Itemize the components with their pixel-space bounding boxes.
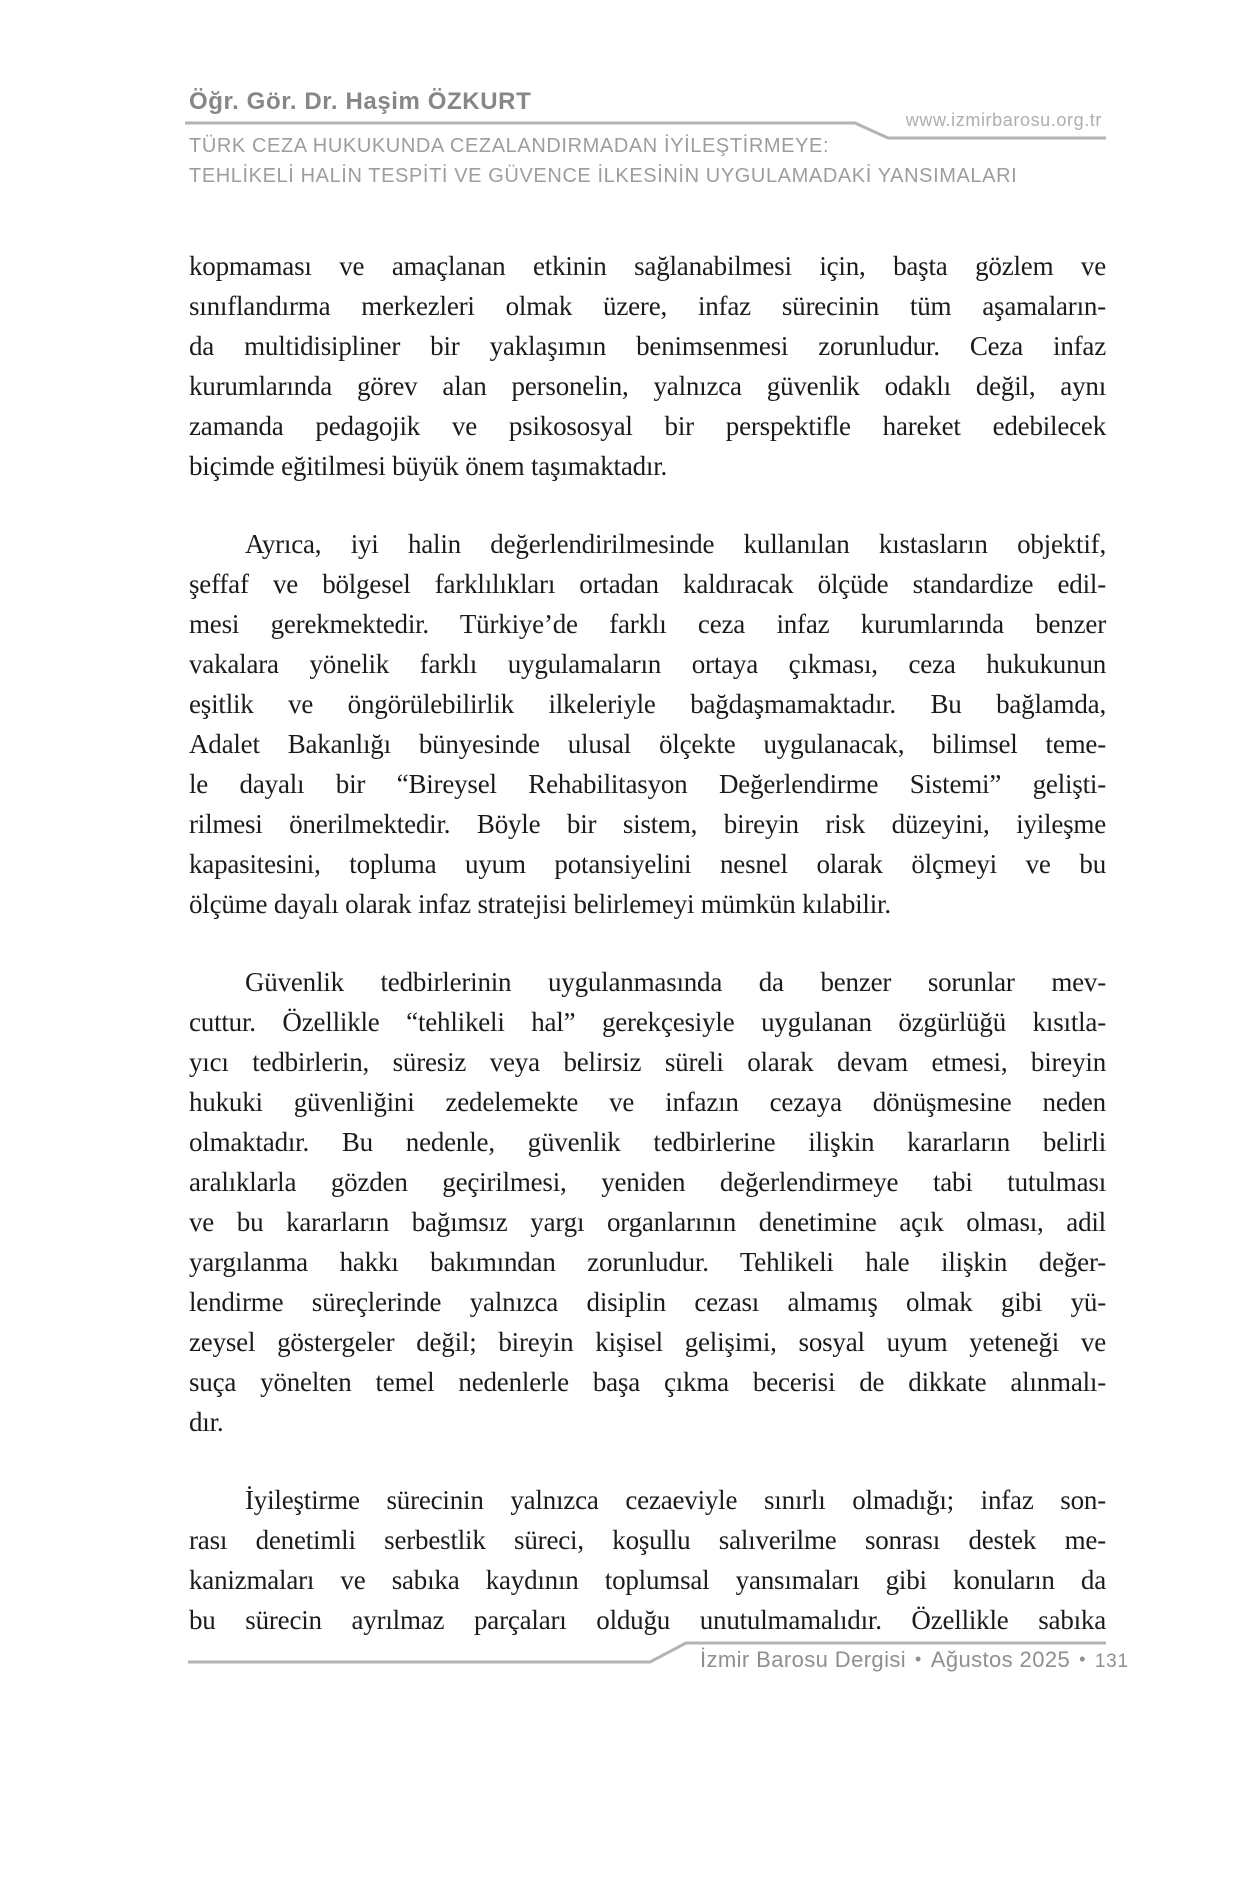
paragraph bbox=[189, 524, 1106, 924]
journal-website-text: www.izmirbarosu.org.tr bbox=[905, 110, 1102, 130]
text-line: sınıflandırma merkezleri olmak üzere, infaz sürecinin tüm aşamaların- bbox=[189, 291, 1106, 321]
text-line: hukuki güvenliğini zedelemekte ve infazın cezaya dönüşmesine neden bbox=[189, 1087, 1106, 1117]
text-line: yıcı tedbirlerin, süresiz veya belirsiz süreli olarak devam etmesi, bireyin bbox=[189, 1047, 1106, 1077]
footer-bullet-icon: • bbox=[915, 1649, 922, 1669]
text-line: da multidisipliner bir yaklaşımın benimsenmesi zorunludur. Ceza infaz bbox=[189, 331, 1106, 361]
text-line: lendirme süreçlerinde yalnızca disiplin cezası almamış olmak gibi yü- bbox=[189, 1287, 1106, 1317]
text-line: rası denetimli serbestlik süreci, koşullu salıverilme sonrası destek me- bbox=[189, 1525, 1106, 1555]
article-body bbox=[189, 246, 1106, 1640]
text-line: vakalara yönelik farklı uygulamaların ortaya çıkması, ceza hukukunun bbox=[189, 649, 1106, 679]
text-line: kopmaması ve amaçlanan etkinin sağlanabilmesi için, başta gözlem ve bbox=[189, 251, 1106, 281]
text-line: Ayrıca, iyi halin değerlendirilmesinde kullanılan kıstasların objektif, bbox=[245, 529, 1106, 559]
text-line: olmaktadır. Bu nedenle, güvenlik tedbirlerine ilişkin kararların belirli bbox=[189, 1127, 1106, 1157]
text-line: suça yönelten temel nedenlerle başa çıkma becerisi de dikkate alınmalı- bbox=[189, 1367, 1106, 1397]
text-line: ölçüme dayalı olarak infaz stratejisi belirlemeyi mümkün kılabilir. bbox=[189, 889, 891, 919]
article-title-line1: TÜRK CEZA HUKUKUNDA CEZALANDIRMADAN İYİLEŞTİRMEYE: bbox=[189, 135, 830, 157]
paragraph bbox=[189, 962, 1106, 1442]
text-line: eşitlik ve öngörülebilirlik ilkeleriyle bağdaşmamaktadır. Bu bağlamda, bbox=[189, 689, 1106, 719]
footer-journal-name: İzmir Barosu Dergisi bbox=[700, 1647, 907, 1672]
paragraph bbox=[189, 1480, 1106, 1640]
text-line: aralıklarla gözden geçirilmesi, yeniden değerlendirmeye tabi tutulması bbox=[189, 1167, 1106, 1197]
text-line: le dayalı bir “Bireysel Rehabilitasyon Değerlendirme Sistemi” gelişti- bbox=[189, 769, 1106, 799]
footer-page-number: 131 bbox=[1094, 1651, 1129, 1672]
text-line: yargılanma hakkı bakımından zorunludur. Tehlikeli hale ilişkin değer- bbox=[189, 1247, 1106, 1277]
footer-issue-date: Ağustos 2025 bbox=[930, 1647, 1071, 1672]
text-line: zamanda pedagojik ve psikososyal bir perspektifle hareket edebilecek bbox=[189, 411, 1106, 441]
footer-bullet-icon: • bbox=[1079, 1649, 1086, 1669]
footer bbox=[700, 1647, 1129, 1673]
article-title-line2: TEHLİKELİ HALİN TESPİTİ VE GÜVENCE İLKESİNİN UYGULAMADAKİ YANSIMALARI bbox=[189, 165, 1018, 187]
text-line: Güvenlik tedbirlerinin uygulanmasında da benzer sorunlar mev- bbox=[245, 967, 1106, 997]
text-line: kurumlarında görev alan personelin, yalnızca güvenlik odaklı değil, aynı bbox=[189, 371, 1106, 401]
text-line: ve bu kararların bağımsız yargı organlarının denetimine açık olması, adil bbox=[189, 1207, 1106, 1237]
article-title bbox=[189, 131, 1017, 191]
text-line: şeffaf ve bölgesel farklılıkları ortadan kaldıracak ölçüde standardize edil- bbox=[189, 569, 1106, 599]
text-line: zeysel göstergeler değil; bireyin kişisel gelişimi, sosyal uyum yeteneği ve bbox=[189, 1327, 1106, 1357]
text-line: Adalet Bakanlığı bünyesinde ulusal ölçekte uygulanacak, bilimsel teme- bbox=[189, 729, 1106, 759]
text-line: kapasitesini, topluma uyum potansiyelini nesnel olarak ölçmeyi ve bu bbox=[189, 849, 1106, 879]
text-line: rilmesi önerilmektedir. Böyle bir sistem, bireyin risk düzeyini, iyileşme bbox=[189, 809, 1106, 839]
text-line: bu sürecin ayrılmaz parçaları olduğu unutulmamalıdır. Özellikle sabıka bbox=[189, 1605, 1106, 1635]
paragraph bbox=[189, 246, 1106, 486]
text-line: cuttur. Özellikle “tehlikeli hal” gerekçesiyle uygulanan özgürlüğü kısıtla- bbox=[189, 1007, 1106, 1037]
text-line: mesi gerekmektedir. Türkiye’de farklı ceza infaz kurumlarında benzer bbox=[189, 609, 1106, 639]
text-line: kanizmaları ve sabıka kaydının toplumsal yansımaları gibi konuların da bbox=[189, 1565, 1106, 1595]
text-line: biçimde eğitilmesi büyük önem taşımaktadır. bbox=[189, 451, 668, 481]
text-line: dır. bbox=[189, 1407, 224, 1437]
text-line: İyileştirme sürecinin yalnızca cezaeviyle sınırlı olmadığı; infaz son- bbox=[245, 1485, 1106, 1515]
author-name: Öğr. Gör. Dr. Haşim ÖZKURT bbox=[189, 88, 532, 115]
